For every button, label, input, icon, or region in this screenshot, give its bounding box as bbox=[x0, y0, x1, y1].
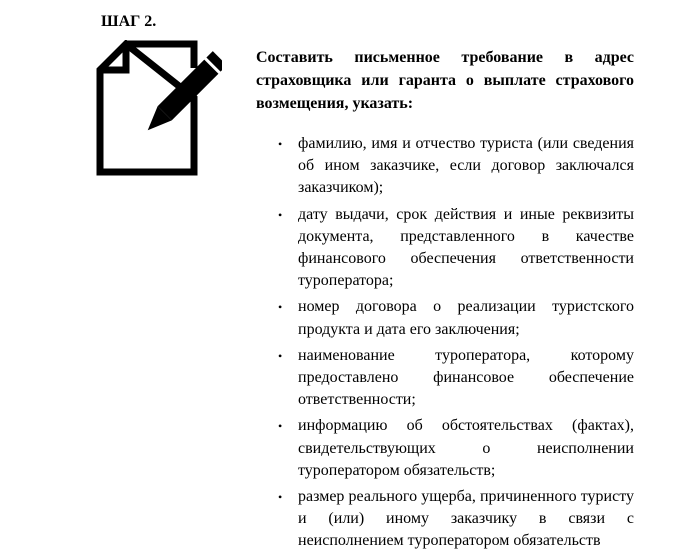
list-item-text: информацию об обстоятельствах (фактах), свидетельствующих о неисполнении туроператором обязательств; bbox=[298, 417, 634, 479]
bullet: • bbox=[278, 300, 283, 315]
heading: Составить письменное требование в адрес страховщика или гаранта о выплате страхового возмещения, указать: bbox=[256, 49, 634, 112]
list-item bbox=[256, 486, 634, 553]
content bbox=[256, 46, 634, 557]
bullet: • bbox=[278, 419, 283, 434]
list-item-text: номер договора о реализации туристского продукта и дата его заключения; bbox=[298, 298, 634, 338]
list-item-text: размер реального ущерба, причиненного туристу и (или) иному заказчику в связи с неисполнением туроператором обязательств bbox=[298, 488, 634, 550]
list-item-text: наименование туроператора, которому предоставлено финансовое обеспечение ответственности; bbox=[298, 346, 634, 409]
bullet: • bbox=[278, 137, 283, 151]
step-title: ШАГ 2. bbox=[101, 13, 157, 30]
list-item-text: дату выдачи, срок действия и иные реквизиты документа, представленного в качестве финансового обеспечения ответственности туроператора; bbox=[298, 205, 634, 290]
document-pen-icon bbox=[92, 40, 222, 180]
bullet: • bbox=[278, 207, 283, 222]
bullet: • bbox=[278, 348, 283, 363]
list-item bbox=[256, 296, 634, 340]
list-item bbox=[256, 415, 634, 482]
list-item bbox=[256, 345, 634, 412]
bullet: • bbox=[278, 490, 283, 505]
list-item bbox=[256, 204, 634, 293]
items-list bbox=[256, 133, 634, 553]
list-item-text: фамилию, имя и отчество туриста (или сведения об ином заказчике, если договор заключался заказчиком); bbox=[298, 135, 634, 197]
list-item bbox=[256, 133, 634, 200]
